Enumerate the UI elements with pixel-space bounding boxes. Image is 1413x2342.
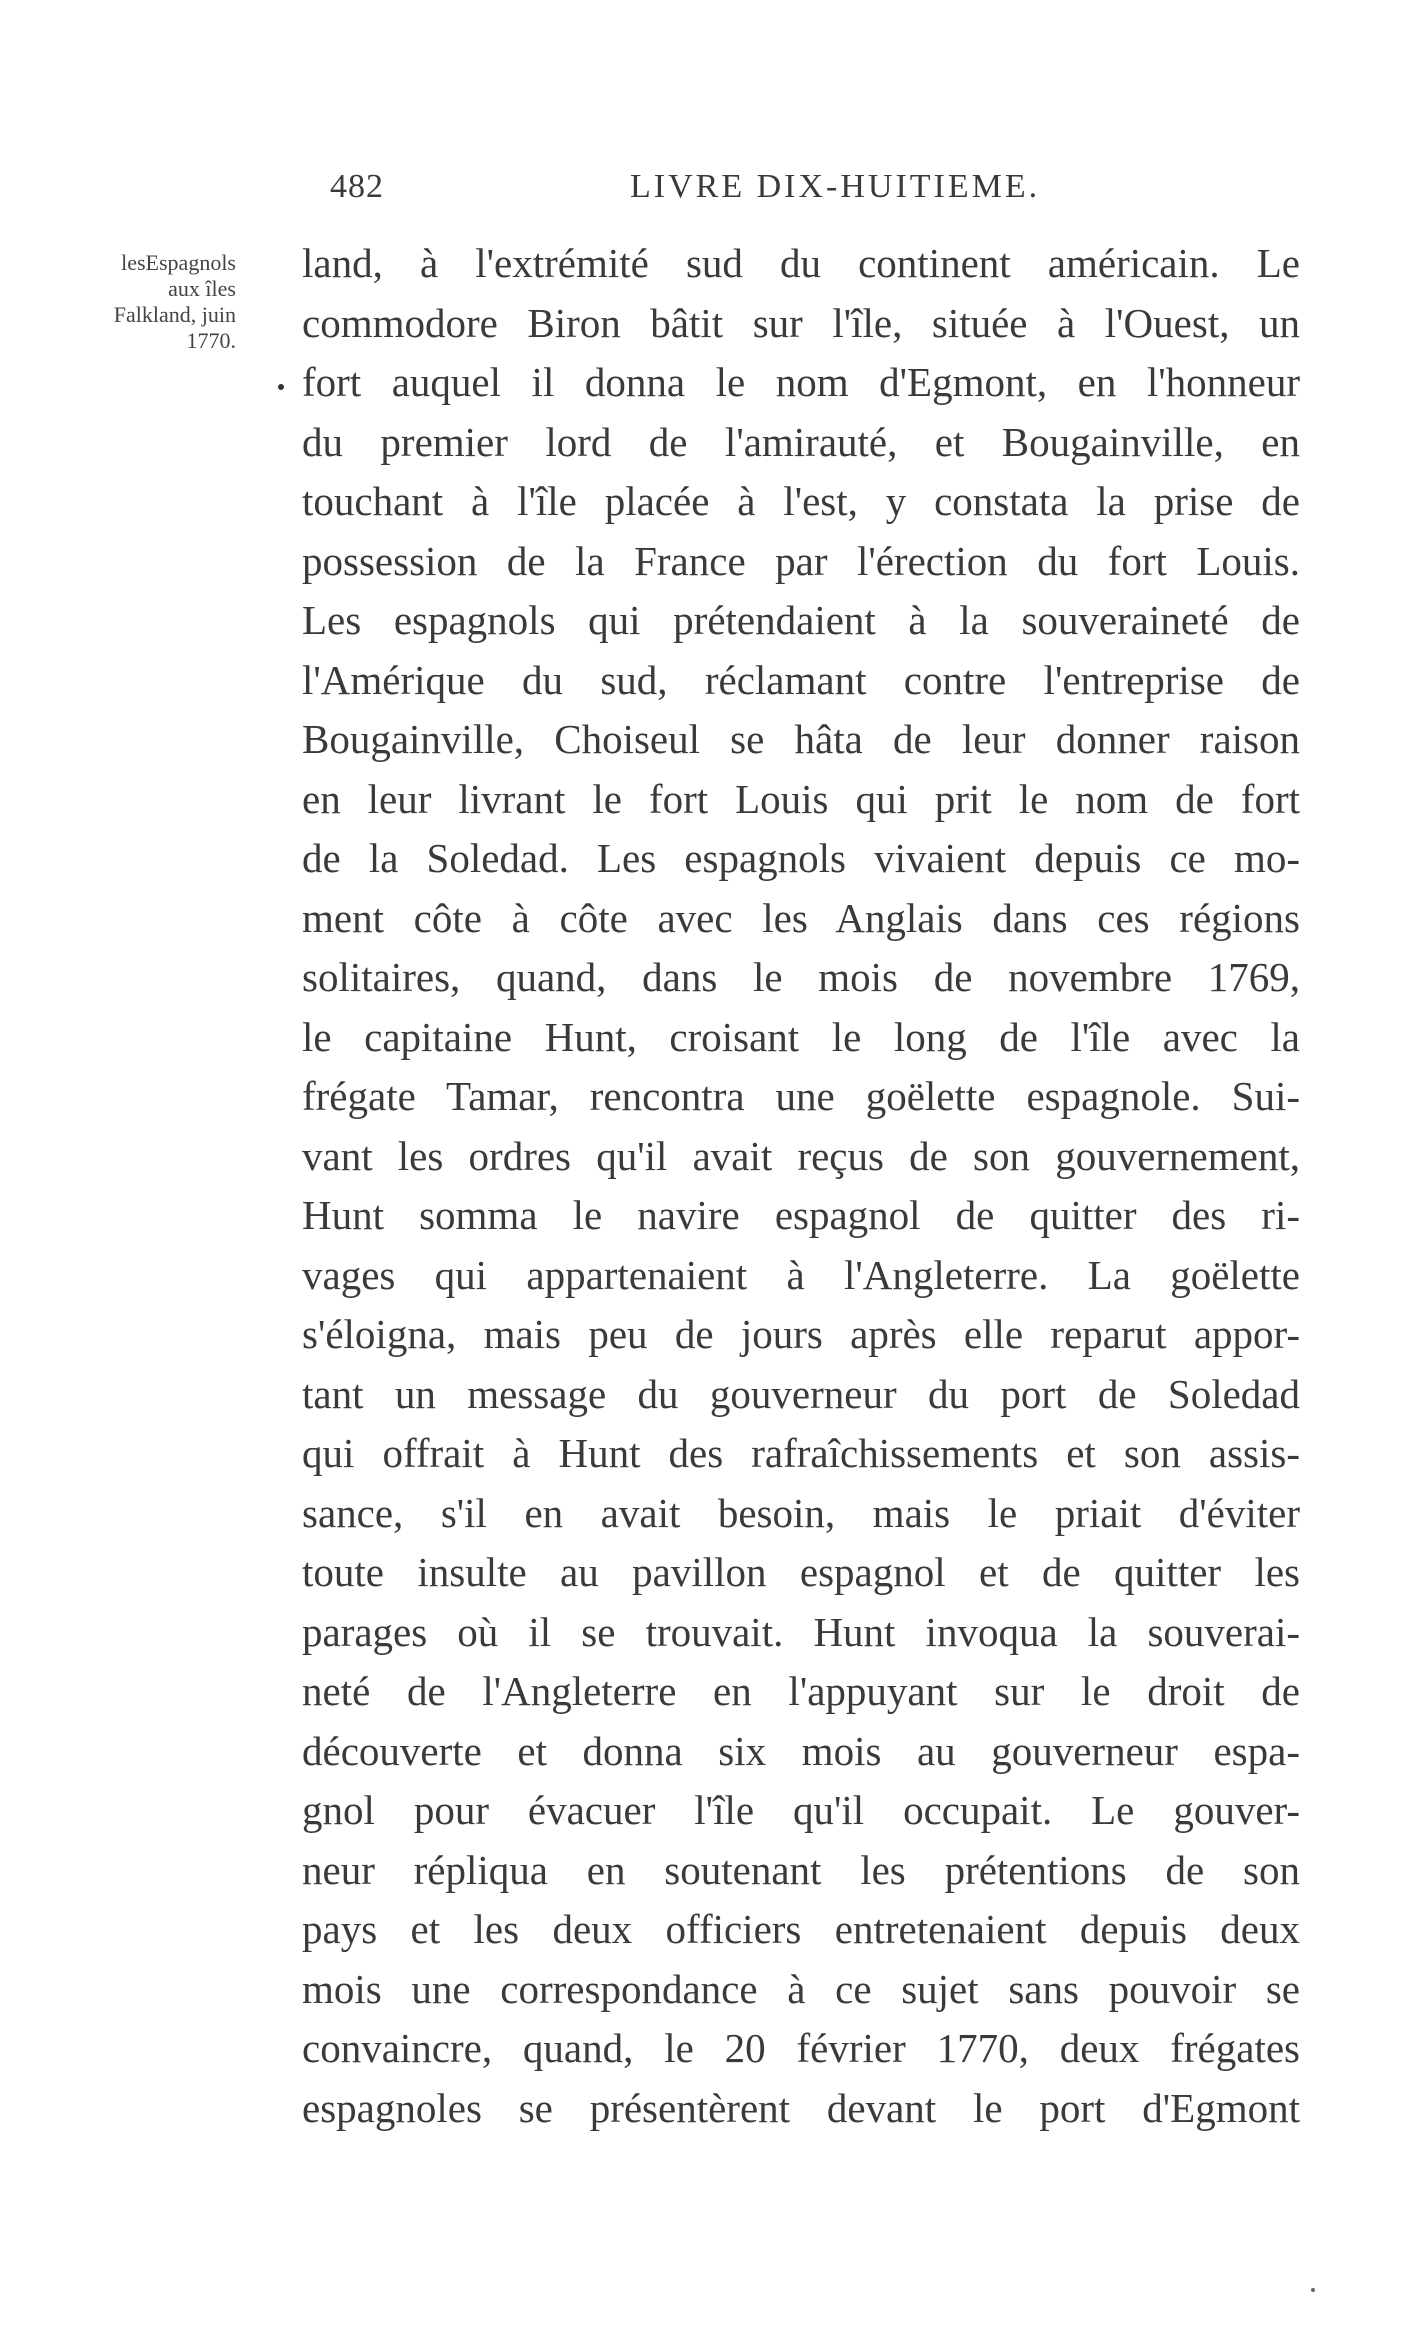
text-line: frégate Tamar, rencontra une goëlette espagnole. Sui- xyxy=(302,1073,1300,1119)
margin-mark xyxy=(278,384,284,390)
stray-mark xyxy=(1311,2288,1315,2292)
text-line: ment côte à côte avec les Anglais dans ces régions xyxy=(302,894,1300,941)
text-line: sance, s'il en avait besoin, mais le priait d'éviter xyxy=(302,1489,1300,1536)
text-line: en leur livrant le fort Louis qui prit le nom de fort xyxy=(302,775,1300,822)
text-line: land, à l'extrémité sud du continent américain. Le xyxy=(302,240,1300,286)
text-line: tant un message du gouverneur du port de Soledad xyxy=(302,1370,1300,1417)
text-line: l'Amérique du sud, réclamant contre l'entreprise de xyxy=(302,656,1300,703)
marginal-note xyxy=(86,250,236,354)
text-line: neur répliqua en soutenant les prétentions de son xyxy=(302,1846,1300,1893)
text-line: solitaires, quand, dans le mois de novembre 1769, xyxy=(302,954,1300,1000)
marginal-note-line: aux îles xyxy=(168,276,236,301)
text-line: mois une correspondance à ce sujet sans pouvoir se xyxy=(302,1965,1300,2012)
text-line: s'éloigna, mais peu de jours après elle reparut appor- xyxy=(302,1311,1300,1357)
text-line: Bougainville, Choiseul se hâta de leur donner raison xyxy=(302,716,1300,762)
text-line: découverte et donna six mois au gouverneur espa- xyxy=(302,1727,1300,1774)
text-line: neté de l'Angleterre en l'appuyant sur le droit de xyxy=(302,1668,1300,1714)
marginal-note-line: Falkland, juin xyxy=(113,302,236,327)
marginal-note-line: lesEspagnols xyxy=(121,250,236,275)
text-line: parages où il se trouvait. Hunt invoqua la souverai- xyxy=(302,1608,1300,1655)
text-line: Hunt somma le navire espagnol de quitter des ri- xyxy=(302,1192,1300,1238)
text-line: vant les ordres qu'il avait reçus de son gouvernement, xyxy=(302,1132,1300,1179)
text-line: fort auquel il donna le nom d'Egmont, en l'honneur xyxy=(302,359,1300,405)
text-line: vages qui appartenaient à l'Angleterre. La goëlette xyxy=(302,1251,1300,1298)
text-line: du premier lord de l'amirauté, et Bougainville, en xyxy=(302,418,1300,465)
text-line: qui offrait à Hunt des rafraîchissements et son assis- xyxy=(302,1430,1300,1476)
text-line: espagnoles se présentèrent devant le port d'Egmont xyxy=(302,2084,1300,2131)
text-line: possession de la France par l'érection du fort Louis. xyxy=(302,537,1300,584)
page-number: 482 xyxy=(330,168,384,205)
text-line: touchant à l'île placée à l'est, y constata la prise de xyxy=(302,478,1300,524)
running-title: LIVRE DIX-HUITIEME. xyxy=(630,168,1041,205)
text-line: le capitaine Hunt, croisant le long de l'île avec la xyxy=(302,1013,1300,1060)
marginal-note-line: 1770. xyxy=(186,328,236,353)
text-line: toute insulte au pavillon espagnol et de quitter les xyxy=(302,1549,1300,1595)
running-head xyxy=(330,168,1310,208)
text-line: de la Soledad. Les espagnols vivaient depuis ce mo- xyxy=(302,835,1300,881)
text-line: gnol pour évacuer l'île qu'il occupait. Le gouver- xyxy=(302,1787,1300,1833)
text-line: commodore Biron bâtit sur l'île, située à l'Ouest, un xyxy=(302,299,1300,346)
text-line: Les espagnols qui prétendaient à la souveraineté de xyxy=(302,597,1300,643)
text-line: pays et les deux officiers entretenaient depuis deux xyxy=(302,1906,1300,1952)
text-line: convaincre, quand, le 20 février 1770, deux frégates xyxy=(302,2025,1300,2071)
body-text xyxy=(302,234,1300,2138)
